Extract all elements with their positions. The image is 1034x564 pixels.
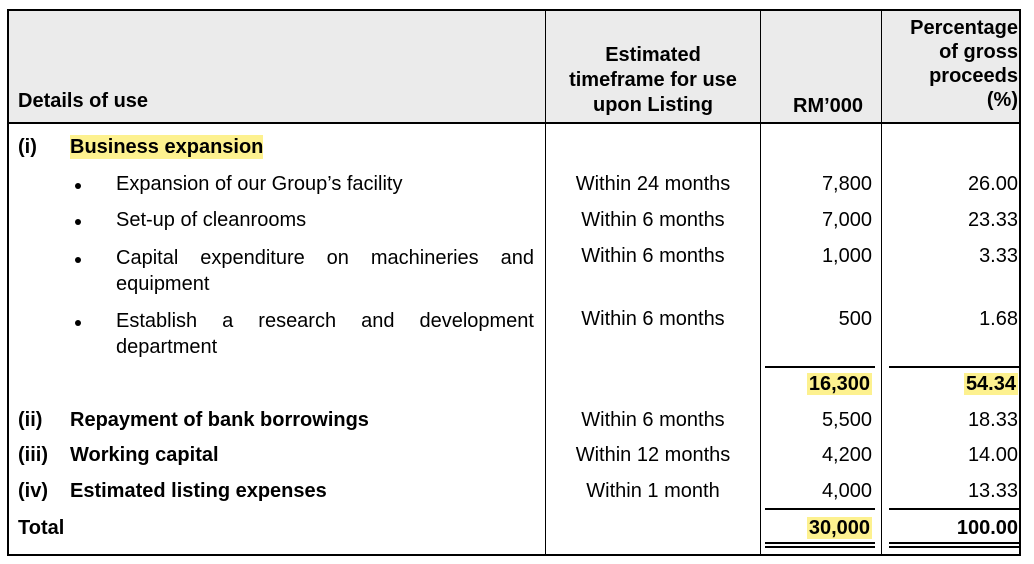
expansion-item-amount: 500 (838, 308, 872, 330)
total-pct: 100.00 (956, 517, 1018, 539)
expansion-item-pct: 1.68 (979, 308, 1018, 330)
subtotal-rule (889, 366, 1019, 368)
expansion-item-timeframe: Within 24 months (575, 173, 731, 195)
expansion-item-timeframe: Within 6 months (581, 308, 725, 330)
bullet-icon (75, 219, 81, 225)
expansion-item-amount: 7,800 (821, 173, 872, 195)
section-pct: 13.33 (967, 480, 1018, 502)
total-double-rule (765, 546, 875, 548)
section-number: (i) (18, 136, 37, 158)
section-amount: 5,500 (821, 409, 872, 431)
expansion-item-amount: 1,000 (821, 245, 872, 267)
total-amount: 30,000 (808, 517, 870, 539)
section-number: (iv) (18, 480, 48, 502)
section-number: (ii) (18, 409, 43, 431)
expansion-item-timeframe: Within 6 months (581, 209, 725, 231)
total-rule-top (765, 508, 875, 510)
subtotal-rule (765, 366, 875, 368)
expansion-item-label: Establish a research and development department (116, 310, 534, 358)
section-title-business-expansion: Business expansion (70, 136, 264, 158)
header-percentage: Percentage of gross proceeds (%) (910, 17, 1018, 111)
subtotal-amount: 16,300 (808, 373, 870, 395)
section-title: Repayment of bank borrowings (70, 409, 369, 431)
total-double-rule (765, 542, 875, 544)
total-rule-top (889, 508, 1019, 510)
expansion-item-timeframe: Within 6 months (581, 245, 725, 267)
expansion-item-label: Expansion of our Group’s facility (116, 173, 403, 195)
bullet-icon (75, 183, 81, 189)
subtotal-pct: 54.34 (965, 373, 1016, 395)
section-pct: 14.00 (967, 444, 1018, 466)
section-amount: 4,000 (821, 480, 872, 502)
section-number: (iii) (18, 444, 48, 466)
total-label: Total (18, 517, 65, 539)
expansion-item-pct: 26.00 (967, 173, 1018, 195)
expansion-item-label: Capital expenditure on machineries and equipment (116, 247, 534, 295)
section-title: Working capital (70, 444, 219, 466)
expansion-item-label: Set-up of cleanrooms (116, 209, 307, 231)
section-title: Estimated listing expenses (70, 480, 327, 502)
bullet-icon (75, 320, 81, 326)
section-pct: 18.33 (967, 409, 1018, 431)
header-amount: RM’000 (793, 95, 864, 117)
expansion-item-pct: 23.33 (967, 209, 1018, 231)
expansion-item-amount: 7,000 (821, 209, 872, 231)
section-timeframe: Within 6 months (581, 409, 725, 431)
section-timeframe: Within 12 months (575, 444, 731, 466)
section-amount: 4,200 (821, 444, 872, 466)
bullet-icon (75, 257, 81, 263)
total-double-rule (889, 546, 1019, 548)
total-double-rule (889, 542, 1019, 544)
header-details: Details of use (18, 90, 149, 112)
expansion-item-pct: 3.33 (979, 245, 1018, 267)
column-divider (760, 9, 761, 556)
section-timeframe: Within 1 month (586, 480, 720, 502)
header-timeframe: Estimated timeframe for use upon Listing (569, 44, 737, 116)
